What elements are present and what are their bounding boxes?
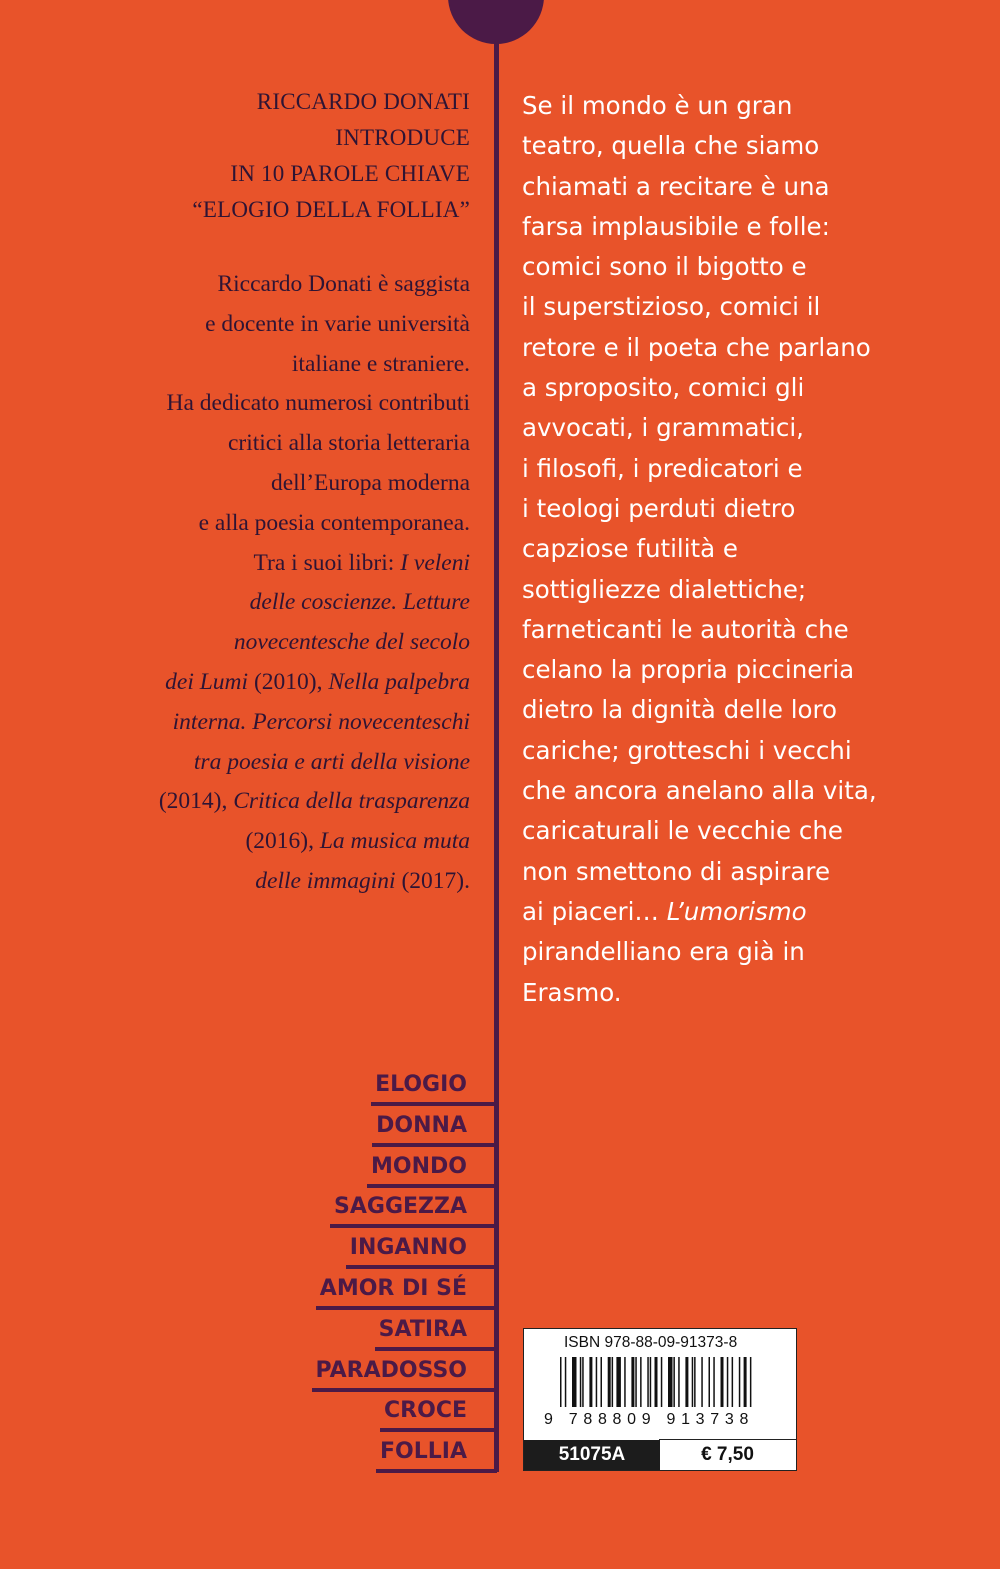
barcode-bar — [709, 1357, 711, 1407]
keyword-item: AMOR DI SÉ — [316, 1270, 497, 1310]
blurb-line-text: i teologi perduti dietro — [522, 493, 796, 523]
blurb-line — [522, 811, 982, 851]
bio-segment: Ha dedicato numerosi contributi — [166, 390, 470, 417]
heading-line: RICCARDO DONATI — [256, 89, 470, 114]
keyword-item: CROCE — [380, 1392, 497, 1432]
heading-line: INTRODUCE — [335, 125, 470, 150]
bio-segment: Nella palpebra — [328, 668, 470, 695]
blurb-line-text: i filosofi, i predicatori e — [522, 453, 803, 483]
blurb-line — [522, 489, 982, 529]
barcode-bar — [727, 1357, 729, 1407]
bio-segment: interna. Percorsi novecenteschi — [172, 708, 470, 735]
barcode-bar — [565, 1357, 567, 1407]
blurb-line-text: Erasmo. — [522, 977, 622, 1007]
bio-segment: dei Lumi — [165, 668, 249, 695]
bio-segment: La musica muta — [319, 828, 470, 855]
barcode-bar — [580, 1357, 582, 1407]
blurb-line-text: ai piaceri… — [522, 896, 667, 926]
bio-segment: dell’Europa moderna — [270, 469, 470, 496]
bio-segment: I veleni — [400, 549, 470, 576]
blurb-line-text: capziose futilità e — [522, 534, 738, 564]
blurb-line-text: retore e il poeta che parlano — [522, 332, 871, 362]
bio-segment: delle coscienze. Letture — [249, 589, 470, 616]
bio-segment: e docente in varie università — [205, 310, 470, 337]
bio-segment: (2017). — [395, 867, 470, 894]
blurb-line — [522, 449, 982, 489]
bio-segment: (2010), — [248, 668, 329, 695]
bio-segment: italiane e straniere. — [291, 350, 470, 377]
barcode-bar — [692, 1357, 694, 1407]
keyword-item: SATIRA — [375, 1311, 497, 1351]
blurb-line-text: sottigliezze dialettiche; — [522, 574, 807, 604]
bio-line — [40, 544, 470, 584]
barcode-bar — [673, 1357, 675, 1407]
blurb-line — [522, 892, 982, 932]
keyword-item: FOLLIA — [376, 1433, 497, 1473]
blurb-line-text: cariche; grotteschi i vecchi — [522, 735, 852, 765]
barcode-bar — [713, 1357, 715, 1407]
blurb-line — [522, 570, 982, 610]
bio-line — [40, 464, 470, 504]
blurb-line — [522, 126, 982, 166]
barcode-bar — [661, 1357, 663, 1407]
blurb-line — [522, 368, 982, 408]
keyword-item: MONDO — [367, 1148, 497, 1188]
blurb-line — [522, 690, 982, 730]
bio-segment: e alla poesia contemporanea. — [198, 509, 470, 536]
blurb-line-text: che ancora anelano alla vita, — [522, 776, 877, 806]
blurb-text — [522, 86, 982, 1013]
bio-segment: (2014), — [158, 788, 234, 815]
author-heading — [40, 84, 470, 228]
bio-line — [40, 862, 470, 902]
blurb-line — [522, 529, 982, 569]
bio-segment: critici alla storia letteraria — [227, 430, 470, 457]
bio-line — [40, 623, 470, 663]
barcode-bar — [732, 1357, 734, 1407]
blurb-line-text: farneticanti le autorità che — [522, 614, 849, 644]
barcode-bar — [640, 1357, 642, 1407]
barcode-bar — [589, 1357, 592, 1407]
author-bio — [40, 265, 470, 902]
blurb-line — [522, 328, 982, 368]
bio-line — [40, 822, 470, 862]
blurb-line-text: teatro, quella che siamo — [522, 131, 820, 161]
bio-segment: (2016), — [245, 828, 320, 855]
blurb-line-text: a sproposito, comici gli — [522, 373, 805, 403]
bio-line — [40, 583, 470, 623]
barcode-bar — [647, 1357, 649, 1407]
blurb-line-text: il superstizioso, comici il — [522, 292, 821, 322]
blurb-line-text: comici sono il bigotto e — [522, 252, 807, 282]
barcode-bar — [612, 1357, 614, 1407]
blurb-line-text: farsa implausibile e folle: — [522, 211, 830, 241]
barcode-bar — [685, 1357, 688, 1407]
blurb-italic: L’umorismo — [666, 896, 807, 926]
barcode-bar — [616, 1357, 621, 1407]
barcode-bar — [668, 1357, 673, 1407]
barcode-bar — [631, 1357, 634, 1407]
blurb-line-text: celano la propria piccineria — [522, 655, 855, 685]
bio-segment: Tra i suoi libri: — [253, 549, 401, 576]
keyword-item: ELOGIO — [371, 1066, 497, 1106]
blurb-line — [522, 610, 982, 650]
blurb-line — [522, 287, 982, 327]
price: € 7,50 — [659, 1439, 796, 1470]
bio-segment: Critica della trasparenza — [233, 788, 470, 815]
barcode-bar — [572, 1357, 577, 1407]
bio-line — [40, 743, 470, 783]
blurb-line — [522, 408, 982, 448]
bio-segment: novecentesche del secolo — [233, 629, 470, 656]
keyword-item: INGANNO — [346, 1229, 497, 1269]
bio-line — [40, 384, 470, 424]
blurb-line-text: Se il mondo è un gran — [522, 91, 793, 120]
blurb-line — [522, 86, 982, 126]
bio-line — [40, 305, 470, 345]
barcode-bar — [721, 1357, 724, 1407]
blurb-line-text: dietro la dignità delle loro — [522, 695, 838, 725]
barcode-bar — [650, 1357, 652, 1407]
barcode-bar — [608, 1357, 611, 1407]
barcode-bar — [701, 1357, 703, 1407]
heading-line: “ELOGIO DELLA FOLLIA” — [192, 197, 470, 222]
bio-line — [40, 345, 470, 385]
blurb-line — [522, 167, 982, 207]
barcode-bar — [694, 1357, 696, 1407]
blurb-line — [522, 207, 982, 247]
blurb-line — [522, 932, 982, 972]
blurb-line — [522, 852, 982, 892]
bio-line — [40, 663, 470, 703]
bio-line — [40, 265, 470, 305]
blurb-line — [522, 973, 982, 1013]
blurb-line — [522, 731, 982, 771]
bio-line — [40, 504, 470, 544]
barcode-label — [523, 1328, 797, 1471]
barcode-bar — [601, 1357, 603, 1407]
bio-line — [40, 782, 470, 822]
blurb-line — [522, 650, 982, 690]
keyword-item: DONNA — [372, 1107, 497, 1147]
barcode-bar — [739, 1357, 741, 1407]
bio-segment: tra poesia e arti della visione — [193, 748, 470, 775]
isbn-text: ISBN 978-88-09-91373-8 — [564, 1334, 738, 1351]
blurb-line-text: chiamati a recitare è una — [522, 171, 830, 201]
keyword-item: PARADOSSO — [312, 1352, 497, 1392]
barcode-bar — [744, 1357, 747, 1407]
blurb-line-text: caricaturali le vecchie che — [522, 816, 843, 846]
barcode-bars — [560, 1357, 773, 1407]
barcode-bar — [655, 1357, 658, 1407]
barcode-bar — [624, 1357, 626, 1407]
bio-line — [40, 424, 470, 464]
bio-segment: delle immagini — [255, 867, 396, 894]
blurb-line — [522, 771, 982, 811]
keyword-item: SAGGEZZA — [330, 1188, 497, 1228]
blurb-line-text: pirandelliano era già in — [522, 937, 805, 967]
bio-line — [40, 703, 470, 743]
barcode-bar — [596, 1357, 598, 1407]
barcode-digits: 9 788809 913738 — [544, 1411, 755, 1428]
barcode-bar — [635, 1357, 637, 1407]
heading-line: IN 10 PAROLE CHIAVE — [230, 161, 470, 186]
blurb-line-text: avvocati, i grammatici, — [522, 413, 804, 443]
product-code: 51075A — [524, 1440, 660, 1470]
barcode-bar — [750, 1357, 752, 1407]
barcode-bar — [560, 1357, 562, 1407]
blurb-line-text: non smettono di aspirare — [522, 856, 831, 886]
blurb-line — [522, 247, 982, 287]
bio-segment: Riccardo Donati è saggista — [217, 271, 470, 297]
barcode-bar — [582, 1357, 584, 1407]
barcode-bar — [678, 1357, 680, 1407]
